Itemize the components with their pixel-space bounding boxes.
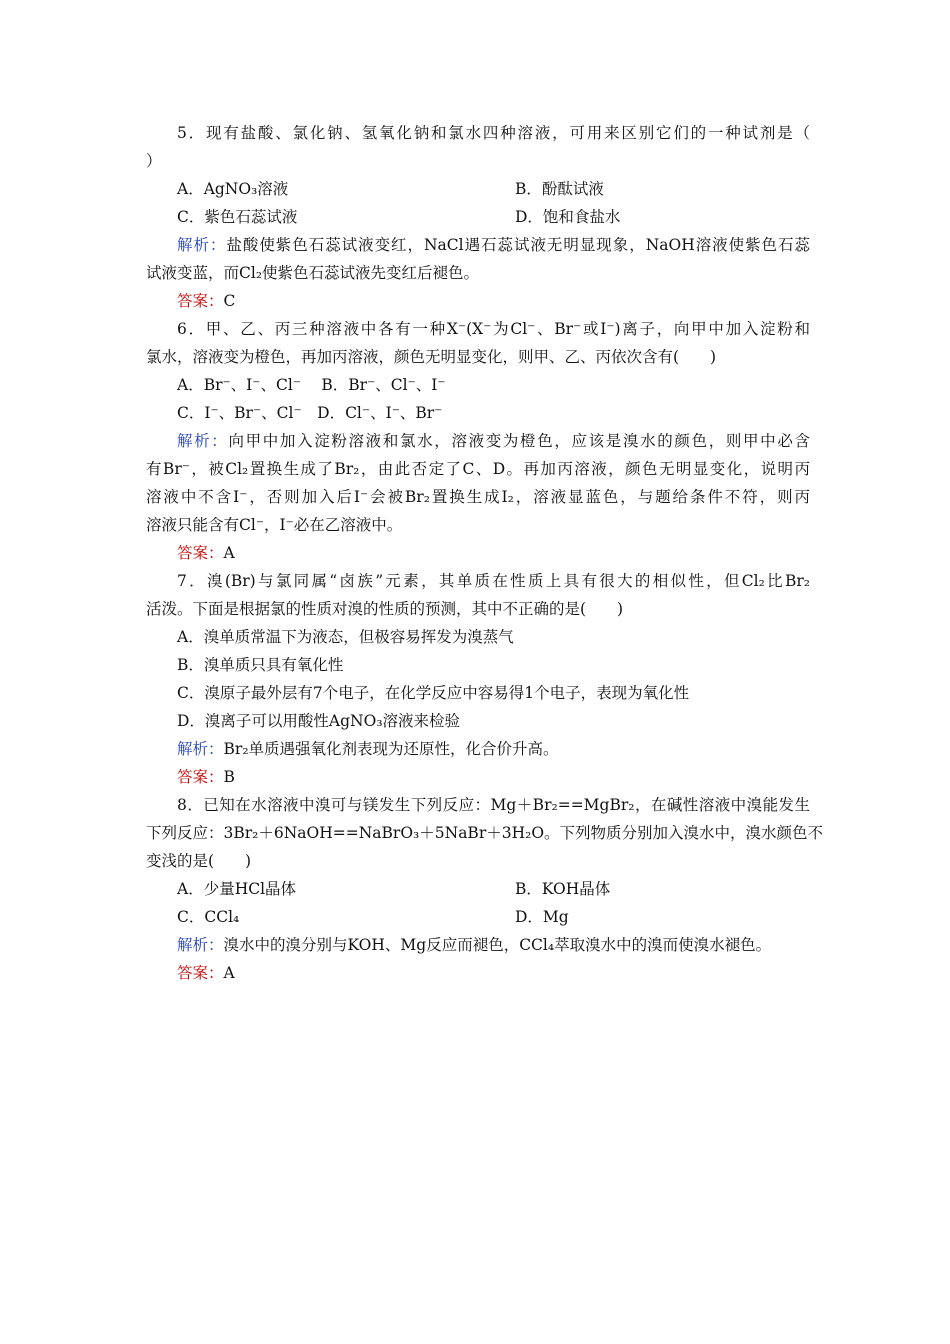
question-stem-line: 5．现有盐酸、氯化钠、氢氧化钠和氯水四种溶液，可用来区别它们的一种试剂是（ xyxy=(177,124,810,142)
analysis-line xyxy=(146,735,810,763)
options-line: C．I⁻、Br⁻、Cl⁻ D．Cl⁻、I⁻、Br⁻ xyxy=(177,404,443,422)
option-c: C．CCl₄ xyxy=(177,908,240,926)
analysis-line xyxy=(146,931,810,959)
options-row xyxy=(146,203,810,231)
question-stem-line: 6．甲、乙、丙三种溶液中各有一种X⁻(X⁻为Cl⁻、Br⁻或I⁻)离子，向甲中加入淀粉和 xyxy=(177,320,810,338)
option-c: C．溴原子最外层有7个电子，在化学反应中容易得1个电子，表现为氧化性 xyxy=(177,684,690,702)
answer-line xyxy=(146,959,810,987)
question-5 xyxy=(146,119,810,315)
analysis-line xyxy=(146,427,810,455)
options-line: A．Br⁻、I⁻、Cl⁻ B．Br⁻、Cl⁻、I⁻ xyxy=(177,376,446,394)
analysis-label: 解析： xyxy=(177,236,227,254)
analysis-label: 解析： xyxy=(177,740,224,758)
option-a: A．AgNO₃溶液 xyxy=(177,180,289,198)
analysis-text: 向甲中加入淀粉溶液和氯水，溶液变为橙色，应该是溴水的颜色，则甲中必含 xyxy=(228,432,810,450)
analysis-line: 有Br⁻，被Cl₂置换生成了Br₂，由此否定了C、D。再加丙溶液，颜色无明显变化，说明丙 xyxy=(146,460,810,478)
answer-value: C xyxy=(223,292,236,310)
answer-label: 答案： xyxy=(177,544,224,562)
analysis-text: 盐酸使紫色石蕊试液变红，NaCl遇石蕊试液无明显现象，NaOH溶液使紫色石蕊 xyxy=(226,236,810,254)
answer-label: 答案： xyxy=(177,964,224,982)
analysis-label: 解析： xyxy=(177,936,224,954)
answer-label: 答案： xyxy=(177,292,224,310)
analysis-line: 试液变蓝，而Cl₂使紫色石蕊试液先变红后褪色。 xyxy=(146,264,480,282)
options-row xyxy=(146,175,810,203)
options-row xyxy=(146,903,810,931)
analysis-line: 溶液只能含有Cl⁻，I⁻必在乙溶液中。 xyxy=(146,516,403,534)
question-6 xyxy=(146,315,810,567)
question-stem-line: ） xyxy=(146,152,162,170)
option-b: B．KOH晶体 xyxy=(515,880,611,898)
option-d: D．溴离子可以用酸性AgNO₃溶液来检验 xyxy=(177,712,461,730)
answer-value: A xyxy=(223,964,235,982)
question-stem-line: 变浅的是( ) xyxy=(146,852,252,870)
analysis-text: 溴水中的溴分别与KOH、Mg反应而褪色，CCl₄萃取溴水中的溴而使溴水褪色。 xyxy=(223,936,772,954)
option-b: B．酚酞试液 xyxy=(515,180,604,198)
option-a: A．溴单质常温下为液态，但极容易挥发为溴蒸气 xyxy=(177,628,514,646)
answer-line xyxy=(146,539,810,567)
document-body xyxy=(146,119,824,987)
option-a: A．少量HCl晶体 xyxy=(177,880,297,898)
options-row xyxy=(146,875,810,903)
option-d: D．饱和食盐水 xyxy=(515,208,621,226)
option-c: C．紫色石蕊试液 xyxy=(177,208,298,226)
question-stem-line: 氯水，溶液变为橙色，再加丙溶液，颜色无明显变化，则甲、乙、丙依次含有( ) xyxy=(146,348,717,366)
analysis-label: 解析： xyxy=(177,432,229,450)
analysis-text: Br₂单质遇强氧化剂表现为还原性，化合价升高。 xyxy=(223,740,559,758)
question-8 xyxy=(146,791,824,987)
question-stem-line: 活泼。下面是根据氯的性质对溴的性质的预测，其中不正确的是( ) xyxy=(146,600,624,618)
analysis-line: 溶液中不含I⁻，否则加入后I⁻会被Br₂置换生成I₂，溶液显蓝色，与题给条件不符，则丙 xyxy=(146,488,810,506)
question-stem-line: 下列反应：3Br₂＋6NaOH==NaBrO₃＋5NaBr＋3H₂O。下列物质分别加入溴水中，溴水颜色不 xyxy=(146,824,824,842)
answer-value: B xyxy=(223,768,235,786)
question-7 xyxy=(146,567,810,791)
answer-line xyxy=(146,287,810,315)
option-d: D．Mg xyxy=(515,908,569,926)
question-stem-line: 8．已知在水溶液中溴可与镁发生下列反应：Mg＋Br₂==MgBr₂，在碱性溶液中溴能发生 xyxy=(177,796,810,814)
option-b: B．溴单质只具有氧化性 xyxy=(177,656,344,674)
answer-value: A xyxy=(223,544,235,562)
answer-label: 答案： xyxy=(177,768,224,786)
question-stem-line: 7．溴(Br)与氯同属“卤族”元素，其单质在性质上具有很大的相似性，但Cl₂比Br₂ xyxy=(177,572,810,590)
analysis-line xyxy=(146,231,810,259)
answer-line xyxy=(146,763,810,791)
